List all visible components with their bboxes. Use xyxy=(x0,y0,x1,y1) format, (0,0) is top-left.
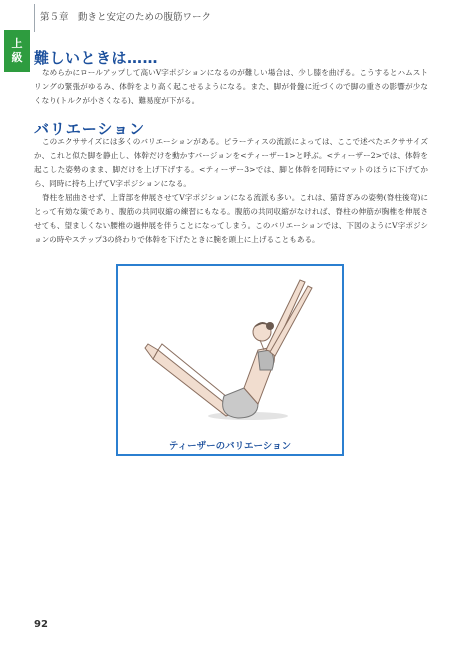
figure-caption: ティーザーのバリエーション xyxy=(168,441,292,452)
level-tab xyxy=(4,30,30,72)
page-number: 92 xyxy=(34,619,48,630)
section-heading-difficulty: 難しいときは…… xyxy=(34,49,159,67)
header-divider xyxy=(34,4,35,32)
section-heading-variation: バリエーション xyxy=(34,120,146,138)
chapter-title: 第５章 動きと安定のための腹筋ワーク xyxy=(40,12,212,23)
pilates-illustration xyxy=(118,266,342,454)
paragraph-variation-2: 脊柱を屈曲させず、上背部を伸展させてV字ポジションになる流派も多い。これは、猫背ぎみの姿勢(脊柱後弯)にとって有効な策であり、腹筋の共同収縮の練習にもなる。腹筋の共同収縮がなければ、脊柱の伸筋が胸椎を伸展させても、望ましくない腰椎の過伸展を伴うことになってしまう。このバリエーションでは、下図のようにV字ポジションの時やステップ3の終わりで体幹を下げたときに腕を頭上に上げることもある。 xyxy=(34,193,428,244)
paragraph-difficulty: なめらかにロールアップして高いV字ポジションになるのが難しい場合は、少し膝を曲げる。こうするとハムストリングの緊張がゆるみ、体幹をより高く起こせるようになる。また、脚が骨盤に近づくので脚の重さの影響が少なくなり(トルクが小さくなる)、難易度が下がる。 xyxy=(34,68,428,105)
level-tab-char-2: 級 xyxy=(11,51,23,64)
level-tab-char-1: 上 xyxy=(11,37,23,50)
figure-teaser-variation xyxy=(116,264,344,456)
paragraph-variation-1: このエクササイズには多くのバリエーションがある。ピラーティスの流派によっては、ここで述べたエクササイズか、これと似た脚を静止し、体幹だけを動かすバージョンを<ティーザー1>と呼ぶ。<ティーザー2>では、体幹を起こした姿勢のまま、脚だけを上げ下げする。<ティーザー3>では、脚と体幹を同時にマットのほうに下げてから、同時に持ち上げてV字ポジションになる。 xyxy=(34,137,428,188)
